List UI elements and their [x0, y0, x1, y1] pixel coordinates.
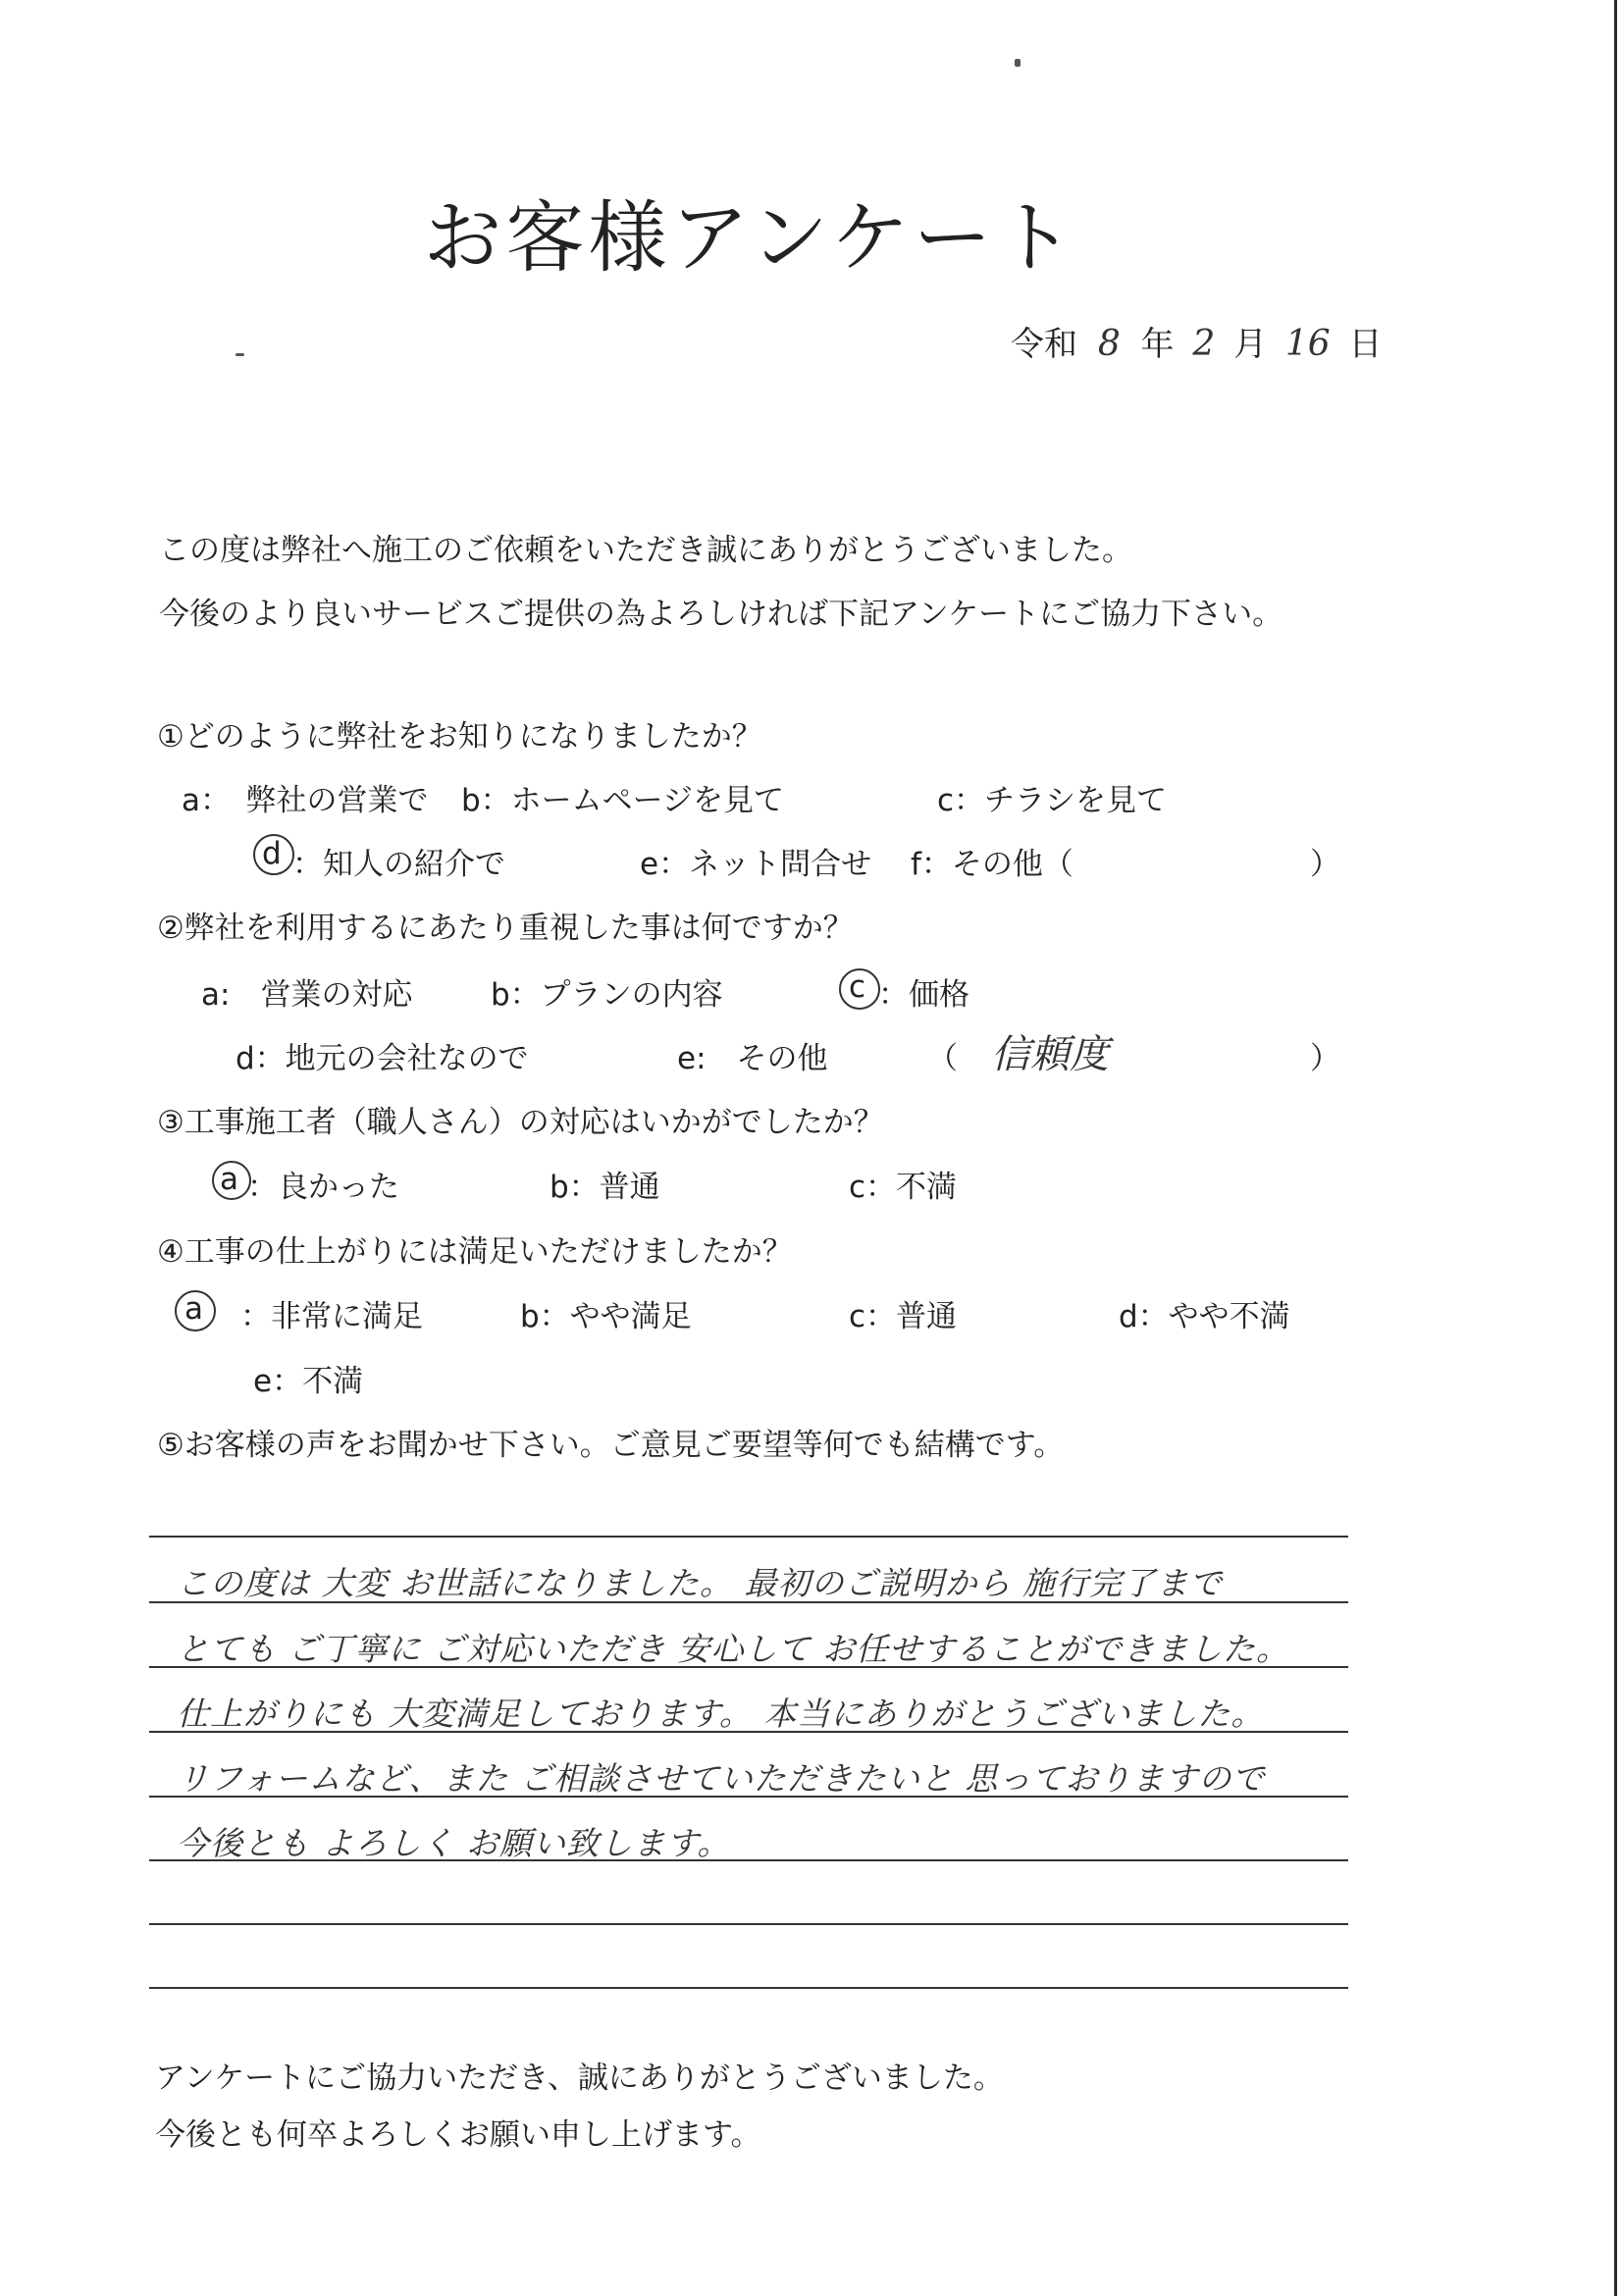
closing-line: 今後とも何卒よろしくお願い申し上げます。 — [155, 2117, 761, 2153]
comment-line[interactable]: とても ご丁寧に ご対応いただき 安心して お任せすることができました。 — [177, 1630, 1289, 1668]
q4-option-a[interactable]: ：非常に満足 — [240, 1299, 423, 1334]
date-year: 8 — [1097, 324, 1121, 364]
q2-option-d[interactable]: d：地元の会社なので — [236, 1041, 529, 1076]
comment-rule — [149, 1666, 1348, 1668]
q2-option-e[interactable]: e: その他 — [677, 1041, 828, 1076]
comment-rule — [149, 1859, 1348, 1861]
q1-option-a[interactable]: a： 弊社の営業で — [182, 783, 429, 818]
q3-option-a[interactable]: ：良かった — [247, 1170, 399, 1205]
comment-rule — [149, 1731, 1348, 1733]
date-month-unit: 月 — [1233, 325, 1268, 364]
intro-line: この度は弊社へ施工のご依頼をいただき誠にありがとうございました。 — [159, 533, 1132, 568]
q2-option-c[interactable]: ：価格 — [878, 977, 969, 1013]
page-title: お客様アンケート — [423, 192, 1078, 284]
q2-other-answer[interactable]: 信頼度 — [991, 1032, 1109, 1077]
q1-option-d-letter[interactable]: d — [262, 836, 282, 871]
comment-rule — [149, 1923, 1348, 1925]
question-1: ①どのように弊社をお知りになりましたか？ — [157, 719, 762, 755]
q4-option-a-letter[interactable]: a — [184, 1291, 203, 1327]
date-era: 令和 — [1011, 325, 1077, 364]
q1-option-e[interactable]: e：ネット問合せ — [640, 847, 872, 882]
comment-rule — [149, 1601, 1348, 1603]
date-day: 16 — [1284, 324, 1331, 364]
date-day-unit: 日 — [1348, 325, 1383, 364]
q2-other-close: ） — [1310, 1041, 1340, 1076]
q4-option-b[interactable]: b：やや満足 — [520, 1299, 692, 1334]
q1-other-close: ） — [1310, 847, 1340, 882]
q4-option-c[interactable]: c：普通 — [849, 1299, 958, 1334]
question-5: ⑤お客様の声をお聞かせ下さい。ご意見ご要望等何でも結構です。 — [157, 1428, 1065, 1463]
comment-line[interactable]: 仕上がりにも 大変満足しております。 本当にありがとうございました。 — [177, 1695, 1265, 1733]
comment-line[interactable]: この度は 大変 お世話になりました。 最初のご説明から 施行完了まで — [177, 1564, 1223, 1602]
q1-option-d[interactable]: ：知人の紹介で — [292, 847, 505, 882]
q1-option-f[interactable]: f：その他（ — [911, 847, 1073, 882]
intro-line: 今後のより良いサービスご提供の為よろしければ下記アンケートにご協力下さい。 — [159, 597, 1283, 632]
date-month: 2 — [1192, 324, 1216, 364]
q3-option-c[interactable]: c：不満 — [849, 1170, 958, 1205]
q1-option-c[interactable]: c：チラシを見て — [937, 783, 1168, 818]
question-3: ③工事施工者（職人さん）の対応はいかがでしたか？ — [157, 1105, 884, 1140]
q4-option-e[interactable]: e：不満 — [253, 1364, 364, 1399]
comment-line[interactable]: リフォームなど、また ご相談させていただきたいと 思っておりますので — [177, 1759, 1266, 1798]
q2-other-open: （ — [927, 1041, 958, 1076]
comment-rule — [149, 1796, 1348, 1798]
question-4: ④工事の仕上がりには満足いただけましたか？ — [157, 1234, 793, 1270]
q2-option-a[interactable]: a: 営業の対応 — [201, 977, 413, 1013]
scan-speck — [236, 353, 244, 356]
question-2: ②弊社を利用するにあたり重視した事は何ですか？ — [157, 911, 854, 946]
date-year-unit: 年 — [1140, 325, 1175, 364]
scan-speck — [1015, 59, 1021, 67]
comment-line[interactable]: 今後とも よろしく お願い致します。 — [177, 1824, 731, 1862]
q2-option-c-letter[interactable]: c — [849, 969, 866, 1005]
q4-option-d[interactable]: d：やや不満 — [1119, 1299, 1290, 1334]
q1-option-b[interactable]: b：ホームページを見て — [461, 783, 785, 818]
comment-rule — [149, 1536, 1348, 1538]
survey-date — [1011, 317, 1383, 365]
scan-page-edge — [1614, 0, 1617, 2296]
closing-line: アンケートにご協力いただき、誠にありがとうございました。 — [155, 2061, 1004, 2096]
q3-option-a-letter[interactable]: a — [220, 1162, 238, 1197]
comment-rule — [149, 1987, 1348, 1989]
q2-option-b[interactable]: b：プランの内容 — [491, 977, 723, 1013]
q3-option-b[interactable]: b：普通 — [550, 1170, 660, 1205]
